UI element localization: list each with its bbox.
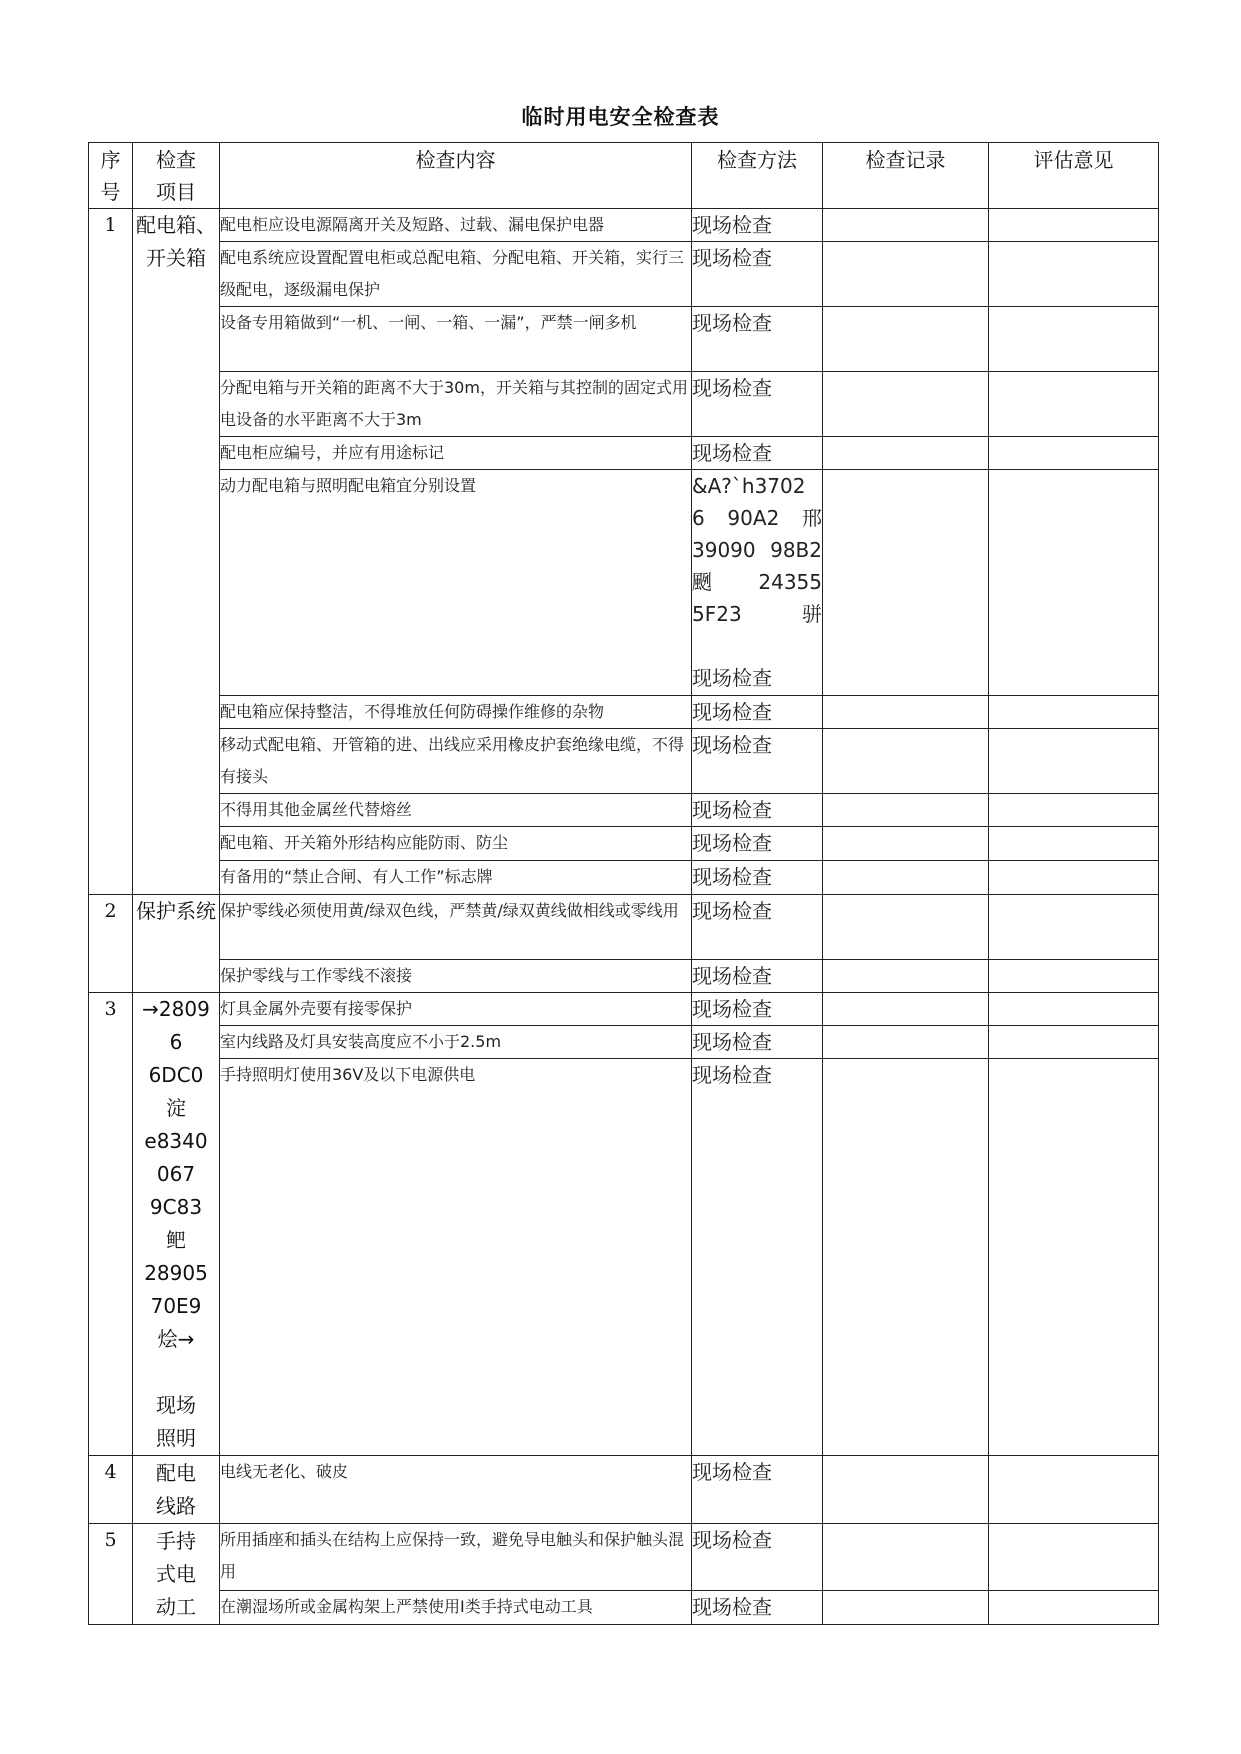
check-method: 现场检查 [692, 1026, 823, 1059]
check-method: 现场检查 [692, 372, 823, 437]
garbled-text-line: 鲃 [166, 1228, 186, 1252]
check-content: 设备专用箱做到“一机、一闸、一箱、一漏”，严禁一闸多机 [220, 307, 692, 372]
check-method: 现场检查 [692, 307, 823, 372]
assessment-cell[interactable] [989, 827, 1159, 861]
check-record-cell[interactable] [823, 242, 989, 307]
section-item: 保护系统 [133, 895, 220, 993]
check-record-cell[interactable] [823, 827, 989, 861]
check-content: 不得用其他金属丝代替熔丝 [220, 794, 692, 827]
check-method-garbled [692, 470, 823, 696]
check-record-cell[interactable] [823, 1591, 989, 1625]
assessment-cell[interactable] [989, 437, 1159, 470]
table-row [89, 1591, 1159, 1625]
check-content: 电线无老化、破皮 [220, 1456, 692, 1524]
check-method: 现场检查 [692, 242, 823, 307]
assessment-cell[interactable] [989, 470, 1159, 696]
check-method: 现场检查 [692, 209, 823, 242]
check-content: 动力配电箱与照明配电箱宜分别设置 [220, 470, 692, 696]
check-record-cell[interactable] [823, 470, 989, 696]
table-row [89, 372, 1159, 437]
check-method: 现场检查 [692, 1456, 823, 1524]
garbled-text-line: 烩→ [157, 1327, 195, 1351]
check-record-cell[interactable] [823, 729, 989, 794]
section-no: 4 [89, 1456, 133, 1524]
check-method: 现场检查 [692, 1059, 823, 1456]
garbled-text-line: 067 [156, 1162, 196, 1186]
check-method: 现场检查 [692, 437, 823, 470]
assessment-cell[interactable] [989, 307, 1159, 372]
section-item: 配电箱、开关箱 [133, 209, 220, 895]
garbled-text-line: 39090 98B2 [692, 538, 822, 562]
check-method: 现场检查 [692, 1591, 823, 1625]
garbled-text-line: 70E9 [150, 1294, 202, 1318]
table-row [89, 696, 1159, 729]
check-content: 室内线路及灯具安装高度应不小于2.5m [220, 1026, 692, 1059]
check-content: 有备用的“禁止合闸、有人工作”标志牌 [220, 861, 692, 895]
table-row [89, 960, 1159, 993]
header-opinion: 评估意见 [989, 143, 1159, 209]
check-record-cell[interactable] [823, 1456, 989, 1524]
header-no-line1: 序 [100, 148, 121, 172]
check-content: 配电箱、开关箱外形结构应能防雨、防尘 [220, 827, 692, 861]
garbled-text-line: &A?`h3702 [692, 474, 806, 498]
header-item-line2: 项目 [156, 180, 196, 204]
check-method: 现场检查 [692, 960, 823, 993]
check-method: 现场检查 [692, 993, 823, 1026]
assessment-cell[interactable] [989, 209, 1159, 242]
table-row [89, 1059, 1159, 1456]
check-content: 手持照明灯使用36V及以下电源供电 [220, 1059, 692, 1456]
document-title: 临时用电安全检查表 [521, 105, 720, 129]
check-method: 现场检查 [692, 827, 823, 861]
section-no: 1 [89, 209, 133, 895]
check-record-cell[interactable] [823, 372, 989, 437]
garbled-text-line: →2809 [142, 997, 210, 1021]
check-method: 现场检查 [692, 729, 823, 794]
check-record-cell[interactable] [823, 895, 989, 960]
garbled-text-line: 6 90A2 邢 [692, 506, 822, 530]
section-no: 2 [89, 895, 133, 993]
check-record-cell[interactable] [823, 1524, 989, 1591]
header-no-line2: 号 [100, 180, 121, 204]
header-method: 检查方法 [692, 143, 823, 209]
assessment-cell[interactable] [989, 1026, 1159, 1059]
assessment-cell[interactable] [989, 729, 1159, 794]
section-item: 配电线路 [133, 1456, 220, 1524]
check-record-cell[interactable] [823, 960, 989, 993]
table-row [89, 242, 1159, 307]
section-item: 现场照明 [156, 1393, 196, 1450]
inspection-table [88, 142, 1159, 1625]
check-method: 现场检查 [692, 1524, 823, 1591]
garbled-text-line: 28905 [144, 1261, 208, 1285]
garbled-text-line: 9C83 [149, 1195, 203, 1219]
table-row [89, 437, 1159, 470]
table-row [89, 307, 1159, 372]
garbled-text-line: 颲 24355 [692, 570, 822, 594]
header-item-line1: 检查 [156, 148, 196, 172]
table-row [89, 993, 1159, 1026]
check-method: 现场检查 [692, 861, 823, 895]
check-record-cell[interactable] [823, 209, 989, 242]
garbled-text-line: e8340 [144, 1129, 208, 1153]
check-content: 配电系统应设置配置电柜或总配电箱、分配电箱、开关箱，实行三级配电，逐级漏电保护 [220, 242, 692, 307]
check-content: 所用插座和插头在结构上应保持一致，避免导电触头和保护触头混用 [220, 1524, 692, 1591]
check-method: 现场检查 [692, 895, 823, 960]
check-record-cell[interactable] [823, 696, 989, 729]
garbled-text-line: 5F23 骈 [692, 602, 822, 626]
header-row [89, 143, 1159, 209]
table-row [89, 861, 1159, 895]
check-method: 现场检查 [692, 794, 823, 827]
check-content: 灯具金属外壳要有接零保护 [220, 993, 692, 1026]
assessment-cell[interactable] [989, 1456, 1159, 1524]
check-content: 分配电箱与开关箱的距离不大于30m，开关箱与其控制的固定式用电设备的水平距离不大于3m [220, 372, 692, 437]
assessment-cell[interactable] [989, 794, 1159, 827]
section-no: 3 [89, 993, 133, 1456]
check-record-cell[interactable] [823, 993, 989, 1026]
check-record-cell[interactable] [823, 1026, 989, 1059]
header-record: 检查记录 [823, 143, 989, 209]
check-content: 配电柜应编号，并应有用途标记 [220, 437, 692, 470]
assessment-cell[interactable] [989, 1524, 1159, 1591]
assessment-cell[interactable] [989, 1059, 1159, 1456]
table-row [89, 895, 1159, 960]
header-item [133, 143, 220, 209]
table-row [89, 470, 1159, 696]
assessment-cell[interactable] [989, 960, 1159, 993]
table-row [89, 209, 1159, 242]
assessment-cell[interactable] [989, 861, 1159, 895]
check-method: 现场检查 [692, 696, 823, 729]
assessment-cell[interactable] [989, 372, 1159, 437]
section-no: 5 [89, 1524, 133, 1625]
check-content: 移动式配电箱、开管箱的进、出线应采用橡皮护套绝缘电缆，不得有接头 [220, 729, 692, 794]
assessment-cell[interactable] [989, 1591, 1159, 1625]
check-content: 在潮湿场所或金属构架上严禁使用I类手持式电动工具 [220, 1591, 692, 1625]
table-row [89, 794, 1159, 827]
assessment-cell[interactable] [989, 242, 1159, 307]
table-row [89, 729, 1159, 794]
check-content: 配电箱应保持整洁，不得堆放任何防碍操作维修的杂物 [220, 696, 692, 729]
check-record-cell[interactable] [823, 794, 989, 827]
check-method: 现场检查 [692, 666, 772, 690]
table-row [89, 827, 1159, 861]
check-content: 保护零线与工作零线不滚接 [220, 960, 692, 993]
assessment-cell[interactable] [989, 696, 1159, 729]
table-row [89, 1456, 1159, 1524]
check-content: 保护零线必须使用黄/绿双色线，严禁黄/绿双黄线做相线或零线用 [220, 895, 692, 960]
section-item: 手持式电动工 [133, 1524, 220, 1625]
check-content: 配电柜应设电源隔离开关及短路、过载、漏电保护电器 [220, 209, 692, 242]
garbled-text-line: 6 [169, 1030, 183, 1054]
check-record-cell[interactable] [823, 1059, 989, 1456]
garbled-text-line: 淀 [166, 1096, 186, 1120]
assessment-cell[interactable] [989, 895, 1159, 960]
section-item-garbled [133, 993, 220, 1456]
header-content: 检查内容 [220, 143, 692, 209]
table-row [89, 1524, 1159, 1591]
garbled-text-line: 6DC0 [148, 1063, 204, 1087]
check-record-cell[interactable] [823, 307, 989, 372]
check-record-cell[interactable] [823, 437, 989, 470]
assessment-cell[interactable] [989, 993, 1159, 1026]
table-row [89, 1026, 1159, 1059]
header-no [89, 143, 133, 209]
check-record-cell[interactable] [823, 861, 989, 895]
